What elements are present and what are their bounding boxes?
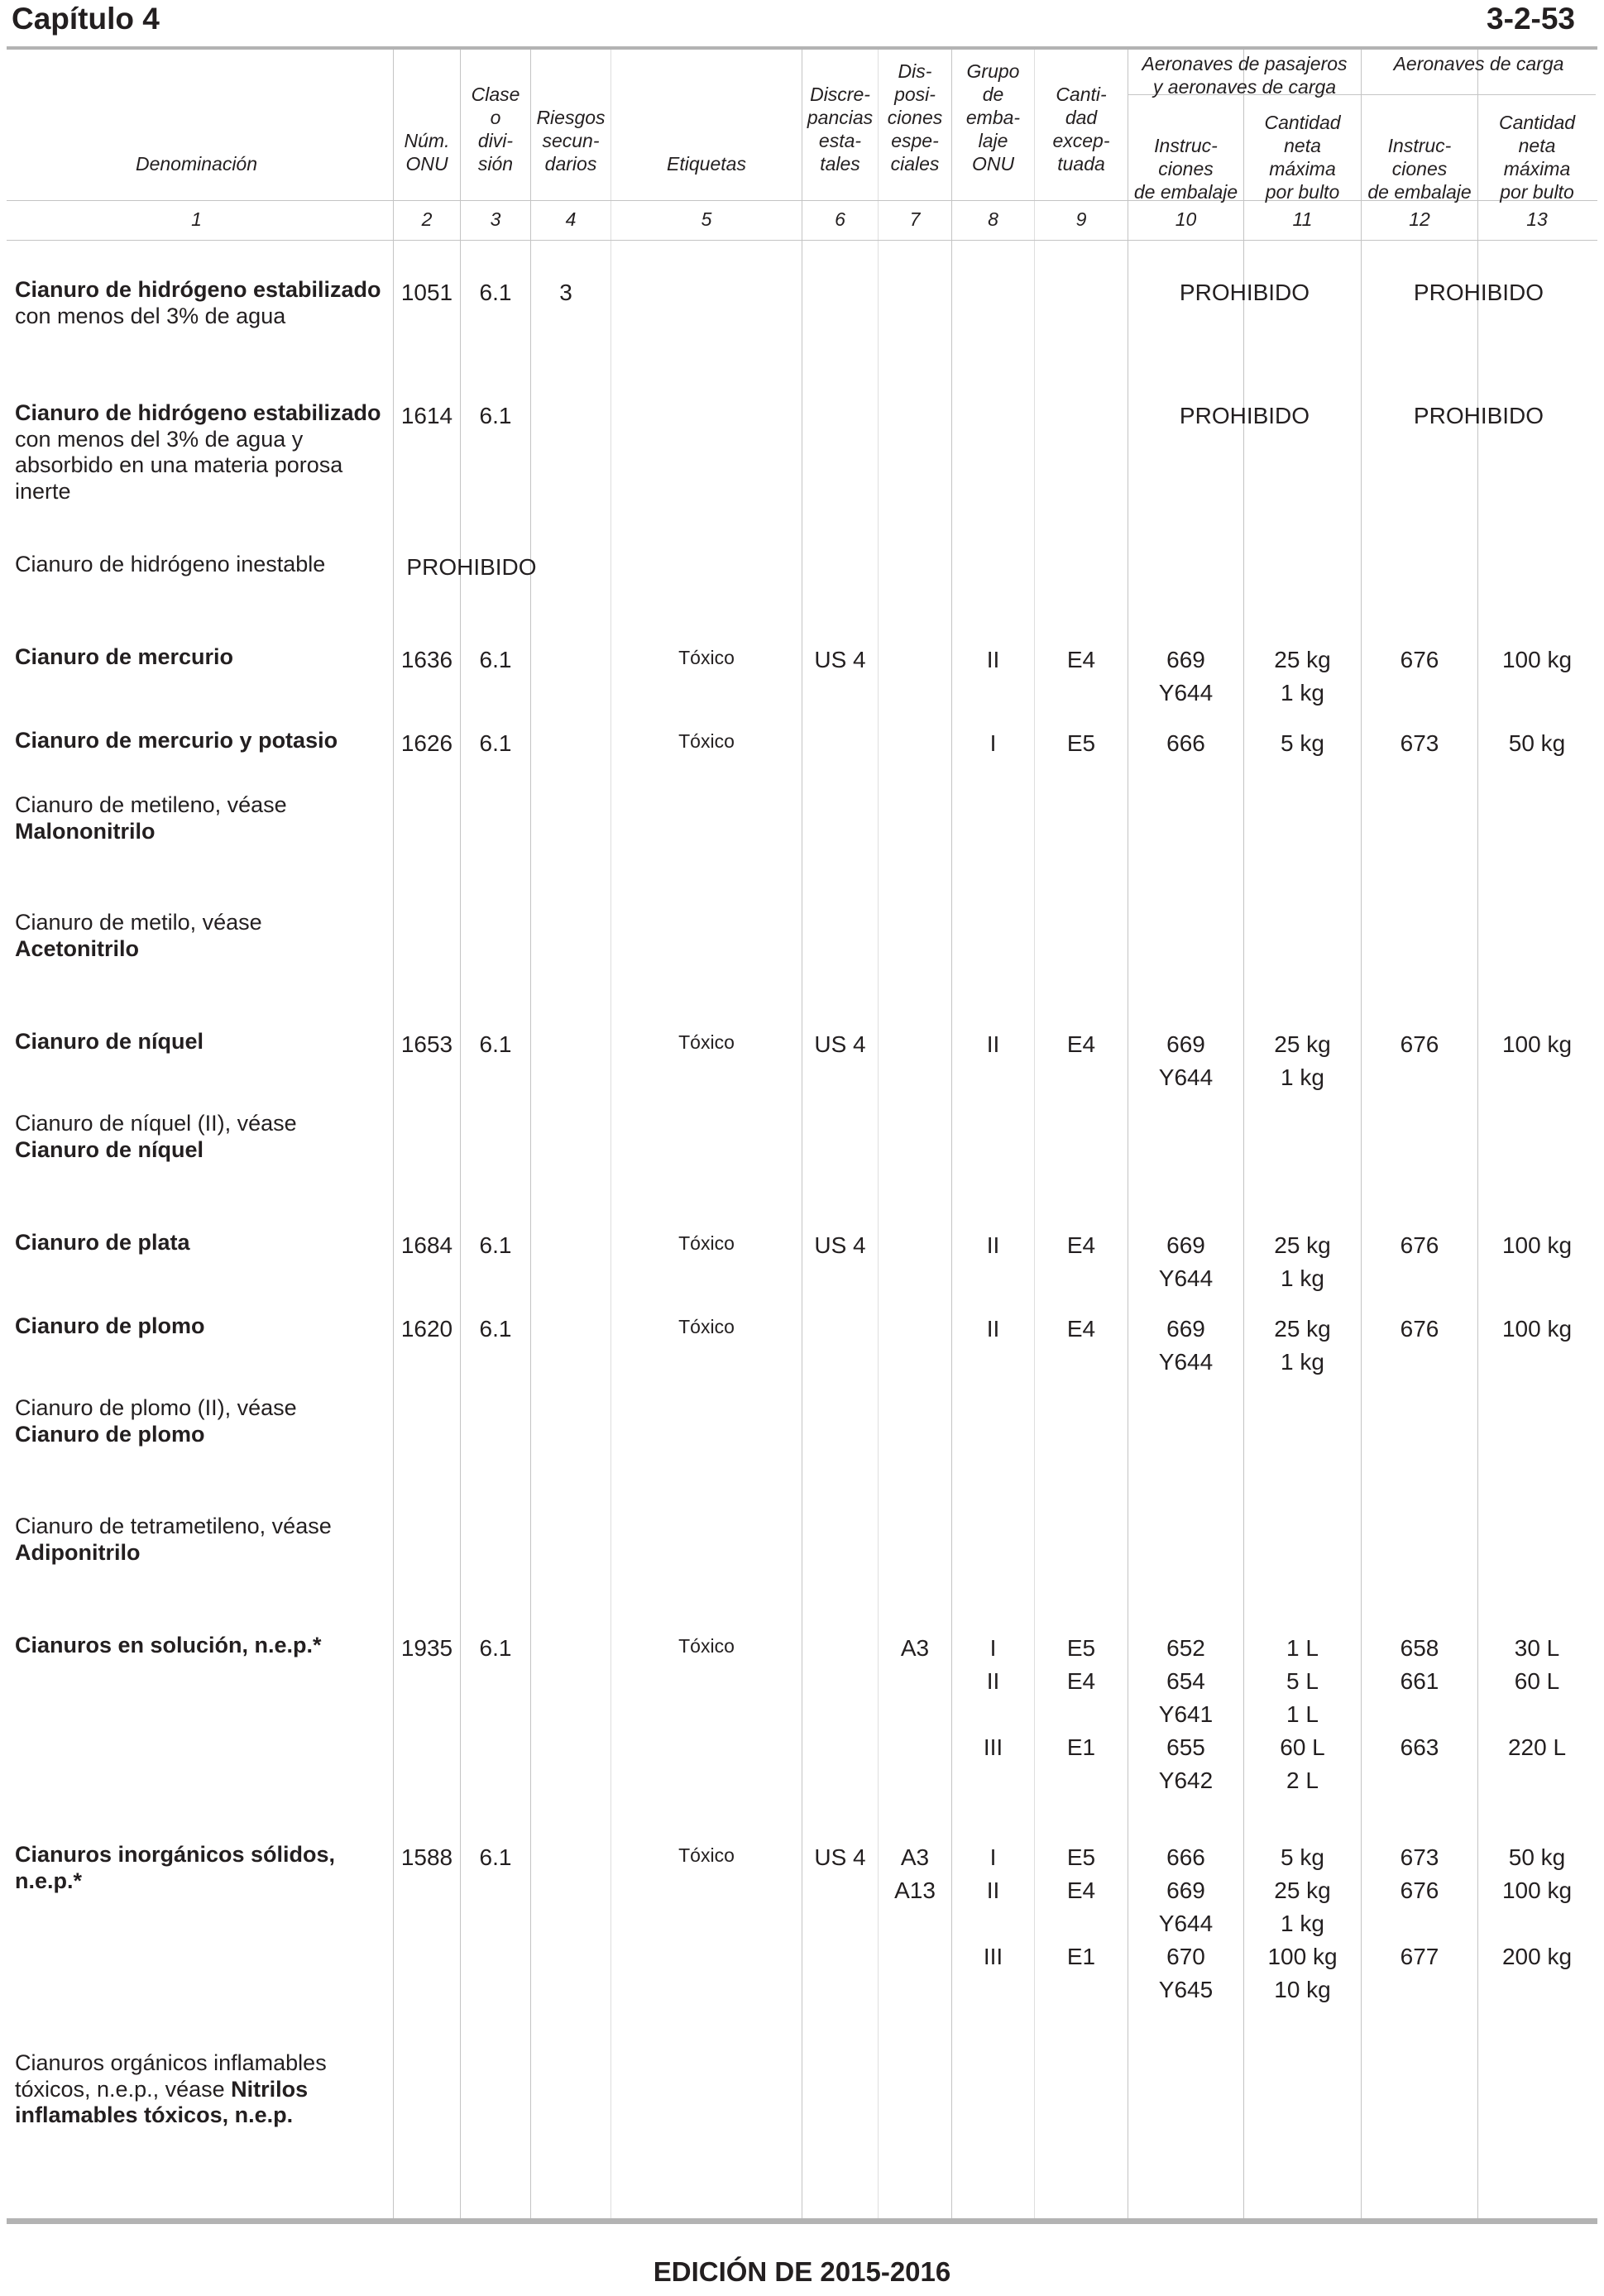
col-header-un: Núm. ONU	[404, 130, 450, 175]
excepted-quantity: E4	[1066, 1031, 1096, 1057]
cargo-max-quantity: 50 kg 100 kg 200 kg	[1501, 1844, 1573, 1969]
entry-name: Cianuros orgánicos inflamables tóxicos, n.e.p., véase Nitrilos inflamables tóxicos, n.e.p.	[15, 2050, 327, 2127]
hazard-label: Tóxico	[678, 1031, 735, 1053]
un-number: 1614	[400, 403, 453, 428]
class-division: 6.1	[479, 647, 512, 672]
entry-name: Cianuros en solución, n.e.p.*	[15, 1633, 322, 1657]
packing-group: II	[986, 1316, 1000, 1342]
cargo-packing-instruction: 673 676 677	[1400, 1844, 1439, 1969]
col-header-packing-group: Grupo de emba- laje ONU	[965, 60, 1021, 175]
state-variation: US 4	[814, 1232, 866, 1258]
col-header-pax-quantity: Cantidad neta máxima por bulto	[1264, 112, 1341, 203]
class-division: 6.1	[479, 1232, 512, 1258]
col-header-excepted: Canti- dad excep- tuada	[1052, 84, 1110, 175]
pax-packing-instruction: 669 Y644	[1158, 1316, 1214, 1375]
pax-max-quantity: 25 kg 1 kg	[1274, 1316, 1331, 1375]
class-division: 6.1	[479, 1031, 512, 1057]
col-header-pax-instructions: Instruc- ciones de embalaje	[1133, 135, 1238, 203]
subsidiary-risk: 3	[559, 280, 572, 305]
pax-packing-instruction: 652 654 Y641 655 Y642	[1158, 1635, 1214, 1793]
cargo-max-quantity: 50 kg	[1508, 730, 1566, 756]
special-provision: A3	[900, 1635, 930, 1661]
class-division: 6.1	[479, 1635, 512, 1661]
pax-packing-instruction: 666 669 Y644 670 Y645	[1158, 1844, 1214, 2002]
entry-name: Cianuro de hidrógeno estabilizado con menos del 3% de agua	[15, 277, 381, 328]
entry-name: Cianuro de metileno, véase Malononitrilo	[15, 792, 287, 844]
pax-max-quantity: 1 L 5 L 1 L 60 L 2 L	[1280, 1635, 1325, 1793]
pax-packing-instruction: 669 Y644	[1158, 647, 1214, 706]
forbidden-passenger: PROHIBIDO	[1179, 403, 1310, 428]
excepted-quantity: E5 E4 E1	[1066, 1635, 1096, 1760]
col-header-variations: Discre- pancias esta- tales	[807, 84, 874, 175]
pax-packing-instruction: 669 Y644	[1158, 1031, 1214, 1090]
un-number: 1636	[400, 647, 453, 672]
entry-name: Cianuros inorgánicos sólidos, n.e.p.*	[15, 1842, 336, 1893]
pax-max-quantity: 5 kg 25 kg 1 kg 100 kg 10 kg	[1267, 1844, 1338, 2002]
hazard-label: Tóxico	[678, 1316, 735, 1337]
class-division: 6.1	[479, 280, 512, 305]
class-division: 6.1	[479, 730, 512, 756]
col-header-cargo-quantity: Cantidad neta máxima por bulto	[1498, 112, 1576, 203]
special-provision: A3 A13	[894, 1844, 936, 1903]
cargo-packing-instruction: 673	[1400, 730, 1439, 756]
col-header-cargo-instructions: Instruc- ciones de embalaje	[1367, 135, 1472, 203]
pax-packing-instruction: 669 Y644	[1158, 1232, 1214, 1291]
entry-name: Cianuro de plata	[15, 1230, 190, 1255]
entry-name: Cianuro de níquel	[15, 1029, 204, 1054]
entry-name: Cianuro de hidrógeno inestable	[15, 552, 326, 576]
packing-group: II	[986, 647, 1000, 672]
excepted-quantity: E5	[1066, 730, 1096, 756]
chapter-title: Capítulo 4	[12, 2, 160, 36]
page-number: 3-2-53	[1487, 2, 1575, 36]
entry-name: Cianuro de mercurio y potasio	[15, 728, 338, 753]
hazard-label: Tóxico	[678, 730, 735, 752]
entry-name: Cianuro de plomo (II), véase Cianuro de plomo	[15, 1395, 297, 1447]
entry-name: Cianuro de hidrógeno estabilizado con menos del 3% de agua y absorbido en una materia porosa inerte	[15, 400, 381, 504]
pax-max-quantity: 5 kg	[1281, 730, 1324, 756]
col-header-labels: Etiquetas	[667, 153, 746, 175]
col-header-name: Denominación	[135, 153, 258, 175]
un-number: 1684	[400, 1232, 453, 1258]
entry-name: Cianuro de níquel (II), véase Cianuro de níquel	[15, 1111, 297, 1162]
pax-packing-instruction: 666	[1166, 730, 1205, 756]
entry-name: Cianuro de metilo, véase Acetonitrilo	[15, 910, 262, 961]
packing-group: I II III	[983, 1635, 1003, 1760]
edition-footer: EDICIÓN DE 2015-2016	[653, 2256, 951, 2287]
forbidden-all: PROHIBIDO	[406, 554, 537, 580]
state-variation: US 4	[814, 1844, 866, 1870]
bottom-rule	[7, 2218, 1597, 2224]
packing-group: II	[986, 1232, 1000, 1258]
cargo-max-quantity: 100 kg	[1501, 1316, 1573, 1342]
un-number: 1051	[400, 280, 453, 305]
pax-max-quantity: 25 kg 1 kg	[1274, 1232, 1331, 1291]
packing-group: II	[986, 1031, 1000, 1057]
excepted-quantity: E4	[1066, 1316, 1096, 1342]
un-number: 1935	[400, 1635, 453, 1661]
class-division: 6.1	[479, 1844, 512, 1870]
hazard-label: Tóxico	[678, 1635, 735, 1657]
excepted-quantity: E5 E4 E1	[1066, 1844, 1096, 1969]
col-header-cargo-group: Aeronaves de carga	[1393, 53, 1564, 74]
cargo-max-quantity: 100 kg	[1501, 1031, 1573, 1057]
cargo-max-quantity: 30 L 60 L 220 L	[1507, 1635, 1567, 1760]
un-number: 1626	[400, 730, 453, 756]
un-number: 1653	[400, 1031, 453, 1057]
state-variation: US 4	[814, 647, 866, 672]
un-number: 1620	[400, 1316, 453, 1342]
entry-name: Cianuro de tetrametileno, véase Adiponitrilo	[15, 1514, 332, 1565]
entry-name: Cianuro de mercurio	[15, 644, 234, 669]
class-division: 6.1	[479, 1316, 512, 1342]
pax-max-quantity: 25 kg 1 kg	[1274, 1031, 1331, 1090]
pax-max-quantity: 25 kg 1 kg	[1274, 647, 1331, 706]
col-header-passenger-group: Aeronaves de pasajeros y aeronaves de carga	[1142, 53, 1348, 98]
hazard-label: Tóxico	[678, 1232, 735, 1254]
un-number: 1588	[400, 1844, 453, 1870]
col-header-special: Dis- posi- ciones espe- ciales	[887, 60, 943, 175]
cargo-packing-instruction: 676	[1400, 1031, 1439, 1057]
forbidden-cargo: PROHIBIDO	[1413, 280, 1544, 305]
class-division: 6.1	[479, 403, 512, 428]
excepted-quantity: E4	[1066, 647, 1096, 672]
col-header-class: Clase o divi- sión	[471, 84, 520, 175]
cargo-packing-instruction: 676	[1400, 1316, 1439, 1342]
cargo-packing-instruction: 658 661 663	[1400, 1635, 1439, 1760]
forbidden-passenger: PROHIBIDO	[1179, 280, 1310, 305]
hazard-label: Tóxico	[678, 647, 735, 668]
entry-name: Cianuro de plomo	[15, 1313, 205, 1338]
col-header-subsidiary: Riesgos secun- darios	[536, 107, 606, 175]
packing-group: I	[989, 730, 997, 756]
cargo-packing-instruction: 676	[1400, 647, 1439, 672]
forbidden-cargo: PROHIBIDO	[1413, 403, 1544, 428]
hazard-label: Tóxico	[678, 1844, 735, 1866]
cargo-max-quantity: 100 kg	[1501, 1232, 1573, 1258]
state-variation: US 4	[814, 1031, 866, 1057]
packing-group: I II III	[983, 1844, 1003, 1969]
excepted-quantity: E4	[1066, 1232, 1096, 1258]
cargo-max-quantity: 100 kg	[1501, 647, 1573, 672]
cargo-packing-instruction: 676	[1400, 1232, 1439, 1258]
